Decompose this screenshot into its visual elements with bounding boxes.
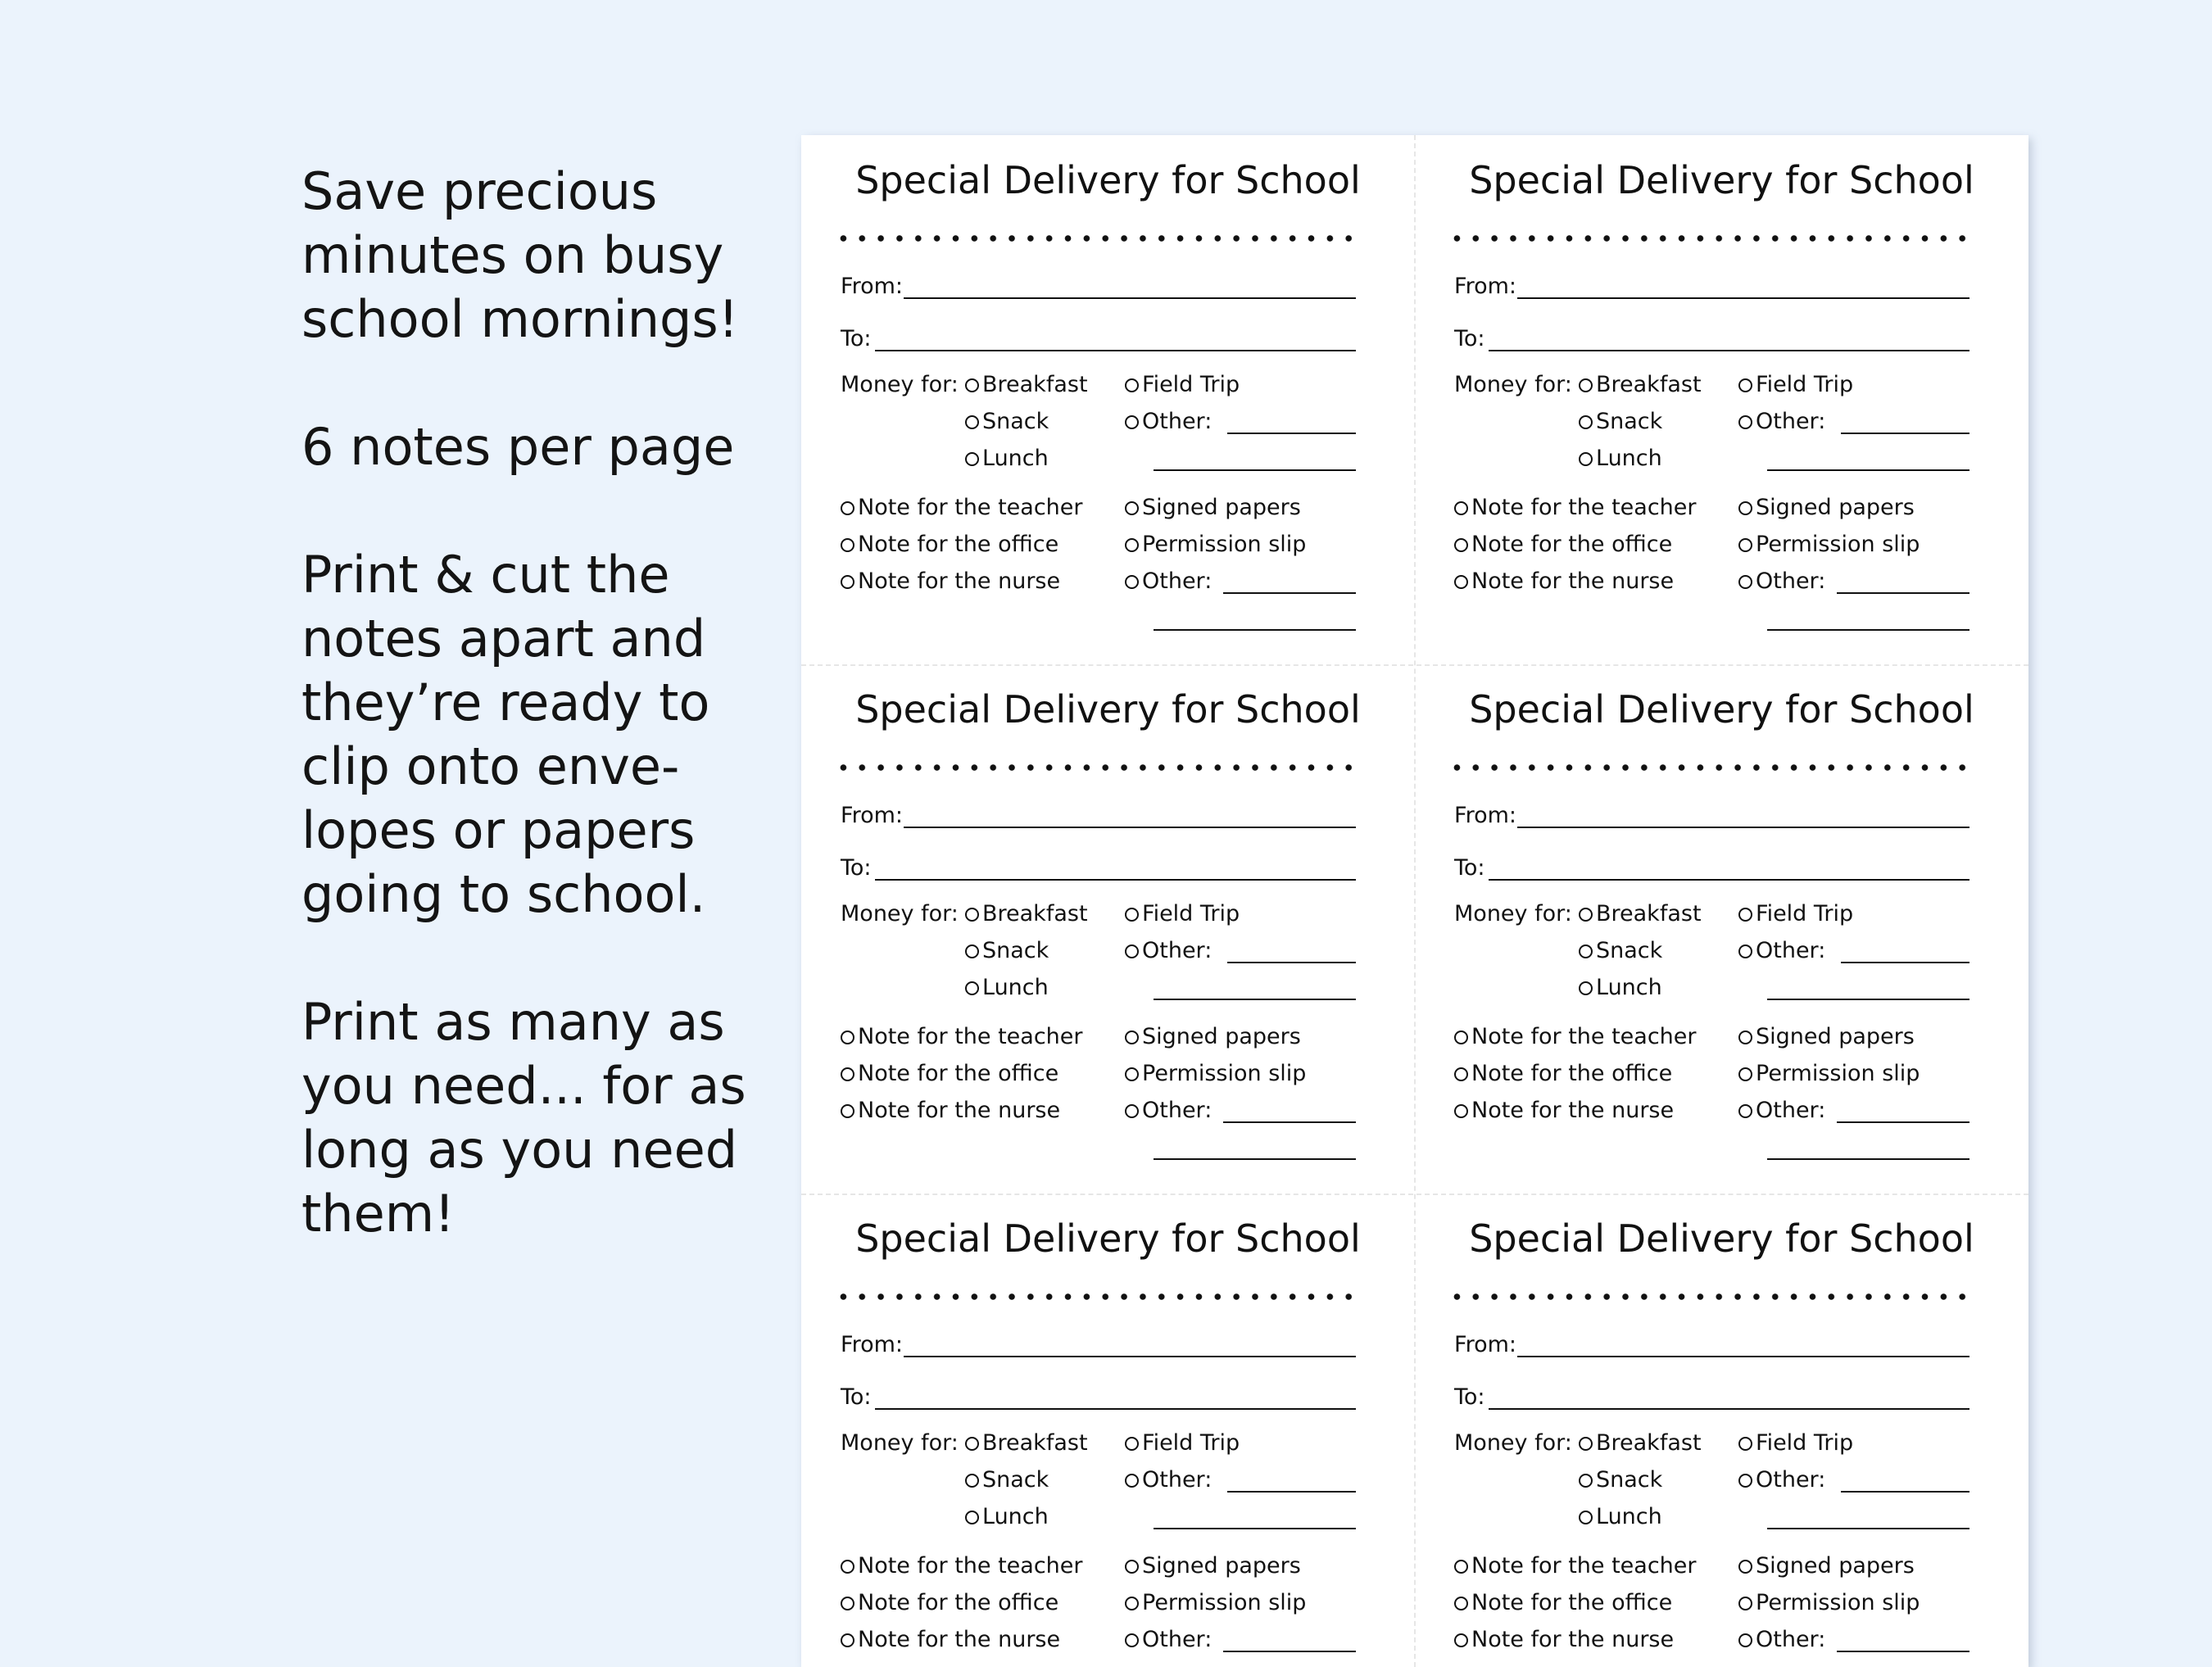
circle-checkbox-icon (965, 1437, 979, 1451)
checkbox-field-trip[interactable] (1125, 902, 1240, 926)
circle-checkbox-icon (841, 1560, 854, 1574)
option-label: Lunch (1596, 975, 1662, 1000)
checkbox-snack[interactable] (965, 1468, 1049, 1493)
checkbox-other-papers[interactable] (1125, 1098, 1212, 1123)
dotted-divider (1448, 235, 1972, 242)
circle-checkbox-icon (841, 1031, 854, 1044)
checkbox-note-teacher[interactable] (1454, 496, 1697, 520)
circle-checkbox-icon (1579, 908, 1593, 922)
option-label: Other: (1756, 1098, 1826, 1123)
circle-checkbox-icon (841, 575, 854, 589)
option-label: Other: (1756, 938, 1826, 963)
option-label: Note for the nurse (1471, 1627, 1675, 1652)
option-label: Note for the office (858, 1061, 1059, 1086)
money-for-label: Money for: (1454, 372, 1572, 397)
option-label: Other: (1142, 1627, 1213, 1652)
circle-checkbox-icon (1738, 378, 1752, 392)
option-label: Other: (1756, 409, 1826, 434)
from-line[interactable] (1517, 1356, 1969, 1357)
dotted-divider (834, 764, 1358, 771)
promo-line: 6 notes per page (301, 417, 735, 477)
option-label: Note for the nurse (1471, 1098, 1675, 1123)
checkbox-note-nurse[interactable] (841, 569, 1060, 594)
note-title: Special Delivery for School (1469, 158, 1974, 202)
checkbox-other-money[interactable] (1125, 939, 1212, 963)
checkbox-note-teacher[interactable] (841, 496, 1083, 520)
circle-checkbox-icon (1454, 1597, 1468, 1610)
checkbox-note-office[interactable] (841, 1591, 1058, 1615)
option-label: Permission slip (1756, 1590, 1920, 1615)
checkbox-field-trip[interactable] (1125, 1431, 1240, 1456)
promo-line: school mornings! (301, 289, 739, 349)
checkbox-signed-papers[interactable] (1125, 496, 1301, 520)
option-label: Breakfast (982, 901, 1088, 926)
promo-paragraph (301, 160, 793, 351)
checkbox-permission-slip[interactable] (1125, 1062, 1306, 1086)
circle-checkbox-icon (1125, 1597, 1139, 1610)
circle-checkbox-icon (841, 538, 854, 552)
circle-checkbox-icon (1125, 1031, 1139, 1044)
other-money-line[interactable] (1841, 962, 1969, 963)
option-label: Signed papers (1756, 1024, 1915, 1049)
other-papers-line-2[interactable] (1767, 629, 1969, 631)
circle-checkbox-icon (1579, 1437, 1593, 1451)
from-line[interactable] (1517, 297, 1969, 299)
circle-checkbox-icon (965, 452, 979, 466)
option-label: Field Trip (1142, 1430, 1240, 1456)
checkbox-breakfast[interactable] (965, 902, 1088, 926)
note-title: Special Delivery for School (855, 1216, 1361, 1261)
checkbox-note-office[interactable] (1454, 1062, 1672, 1086)
to-label: To: (1454, 1384, 1485, 1410)
option-label: Signed papers (1142, 495, 1301, 520)
circle-checkbox-icon (1579, 1511, 1593, 1524)
checkbox-lunch[interactable] (1579, 976, 1662, 1000)
circle-checkbox-icon (1579, 415, 1593, 429)
circle-checkbox-icon (1454, 1633, 1468, 1647)
delivery-note (1415, 1194, 2028, 1667)
circle-checkbox-icon (1125, 908, 1139, 922)
checkbox-other-papers[interactable] (1738, 1628, 1825, 1652)
checkbox-breakfast[interactable] (1579, 373, 1702, 397)
checkbox-other-money[interactable] (1125, 1468, 1212, 1493)
option-label: Other: (1142, 1098, 1213, 1123)
checkbox-snack[interactable] (965, 410, 1049, 434)
option-label: Note for the teacher (1471, 495, 1697, 520)
checkbox-note-teacher[interactable] (1454, 1025, 1697, 1049)
circle-checkbox-icon (1738, 944, 1752, 958)
option-label: Permission slip (1142, 1061, 1307, 1086)
option-label: Note for the office (1471, 532, 1673, 557)
from-label: From: (1454, 274, 1516, 299)
promo-text (301, 160, 793, 1310)
circle-checkbox-icon (1738, 501, 1752, 515)
option-label: Snack (982, 1467, 1049, 1493)
from-line[interactable] (904, 827, 1356, 828)
checkbox-permission-slip[interactable] (1125, 1591, 1306, 1615)
to-line[interactable] (875, 879, 1356, 881)
promo-line: minutes on busy (301, 225, 724, 285)
option-label: Note for the nurse (858, 1098, 1061, 1123)
option-label: Snack (982, 409, 1049, 434)
from-line[interactable] (904, 1356, 1356, 1357)
checkbox-lunch[interactable] (965, 446, 1049, 471)
option-label: Snack (982, 938, 1049, 963)
option-label: Note for the office (1471, 1590, 1673, 1615)
circle-checkbox-icon (1738, 908, 1752, 922)
other-money-line-2[interactable] (1767, 1528, 1969, 1529)
option-label: Snack (1596, 409, 1663, 434)
circle-checkbox-icon (1125, 1104, 1139, 1118)
delivery-note (1415, 135, 2028, 664)
checkbox-lunch[interactable] (965, 1505, 1049, 1529)
other-money-line-2[interactable] (1154, 999, 1356, 1000)
promo-line: Save precious (301, 161, 658, 221)
promo-paragraph (301, 990, 793, 1246)
option-label: Signed papers (1756, 495, 1915, 520)
delivery-note (801, 135, 1415, 664)
promo-line: lopes or papers (301, 800, 696, 860)
circle-checkbox-icon (965, 944, 979, 958)
option-label: Other: (1142, 409, 1213, 434)
checkbox-note-nurse[interactable] (1454, 1098, 1674, 1123)
checkbox-note-office[interactable] (1454, 1591, 1672, 1615)
from-label: From: (841, 803, 903, 828)
option-label: Note for the nurse (858, 569, 1061, 594)
checkbox-note-nurse[interactable] (1454, 569, 1674, 594)
promo-line: you need... for as (301, 1056, 746, 1116)
to-line[interactable] (1489, 879, 1969, 881)
promo-line: clip onto enve- (301, 736, 680, 796)
option-label: Breakfast (982, 372, 1088, 397)
to-line[interactable] (1489, 1408, 1969, 1410)
other-papers-line[interactable] (1223, 1651, 1356, 1652)
option-label: Lunch (1596, 1504, 1662, 1529)
option-label: Note for the nurse (1471, 569, 1675, 594)
checkbox-breakfast[interactable] (1579, 1431, 1702, 1456)
option-label: Other: (1756, 1467, 1826, 1493)
checkbox-other-papers[interactable] (1738, 1098, 1825, 1123)
dotted-divider (1448, 764, 1972, 771)
circle-checkbox-icon (1125, 575, 1139, 589)
checkbox-permission-slip[interactable] (1738, 532, 1920, 557)
promo-paragraph (301, 543, 793, 926)
option-label: Breakfast (1596, 1430, 1702, 1456)
promo-line: going to school. (301, 864, 706, 924)
checkbox-permission-slip[interactable] (1738, 1591, 1920, 1615)
circle-checkbox-icon (965, 415, 979, 429)
circle-checkbox-icon (1125, 1474, 1139, 1488)
promo-paragraph (301, 415, 793, 479)
checkbox-note-office[interactable] (841, 532, 1058, 557)
checkbox-signed-papers[interactable] (1738, 496, 1915, 520)
checkbox-snack[interactable] (1579, 939, 1662, 963)
to-label: To: (841, 855, 872, 881)
option-label: Field Trip (1142, 901, 1240, 926)
circle-checkbox-icon (1738, 1474, 1752, 1488)
to-label: To: (841, 326, 872, 351)
dotted-divider (834, 235, 1358, 242)
checkbox-note-teacher[interactable] (841, 1554, 1083, 1579)
option-label: Breakfast (1596, 372, 1702, 397)
circle-checkbox-icon (1454, 1067, 1468, 1081)
circle-checkbox-icon (1125, 501, 1139, 515)
circle-checkbox-icon (1738, 1104, 1752, 1118)
circle-checkbox-icon (841, 501, 854, 515)
circle-checkbox-icon (1738, 1597, 1752, 1610)
circle-checkbox-icon (1125, 1437, 1139, 1451)
checkbox-breakfast[interactable] (1579, 902, 1702, 926)
option-label: Lunch (982, 1504, 1049, 1529)
note-title: Special Delivery for School (1469, 1216, 1974, 1261)
other-papers-line-2[interactable] (1154, 1158, 1356, 1160)
checkbox-field-trip[interactable] (1125, 373, 1240, 397)
circle-checkbox-icon (1454, 538, 1468, 552)
circle-checkbox-icon (1738, 1560, 1752, 1574)
circle-checkbox-icon (1579, 378, 1593, 392)
option-label: Note for the office (1471, 1061, 1673, 1086)
other-money-line[interactable] (1227, 962, 1356, 963)
delivery-note (801, 664, 1415, 1194)
option-label: Other: (1756, 1627, 1826, 1652)
option-label: Permission slip (1142, 1590, 1307, 1615)
circle-checkbox-icon (841, 1597, 854, 1610)
circle-checkbox-icon (1579, 981, 1593, 995)
option-label: Field Trip (1756, 901, 1854, 926)
other-money-line[interactable] (1841, 1491, 1969, 1493)
checkbox-note-teacher[interactable] (1454, 1554, 1697, 1579)
money-for-label: Money for: (1454, 901, 1572, 926)
option-label: Lunch (1596, 446, 1662, 471)
to-line[interactable] (875, 350, 1356, 351)
money-for-label: Money for: (841, 1430, 959, 1456)
circle-checkbox-icon (965, 378, 979, 392)
checkbox-note-nurse[interactable] (841, 1098, 1060, 1123)
option-label: Note for the teacher (858, 1024, 1083, 1049)
circle-checkbox-icon (965, 908, 979, 922)
circle-checkbox-icon (1738, 1633, 1752, 1647)
checkbox-permission-slip[interactable] (1738, 1062, 1920, 1086)
option-label: Snack (1596, 938, 1663, 963)
option-label: Signed papers (1142, 1553, 1301, 1579)
checkbox-lunch[interactable] (965, 976, 1049, 1000)
checkbox-breakfast[interactable] (965, 1431, 1088, 1456)
circle-checkbox-icon (1738, 415, 1752, 429)
from-label: From: (1454, 1332, 1516, 1357)
from-line[interactable] (904, 297, 1356, 299)
other-money-line-2[interactable] (1767, 999, 1969, 1000)
from-label: From: (841, 274, 903, 299)
from-line[interactable] (1517, 827, 1969, 828)
circle-checkbox-icon (841, 1633, 854, 1647)
promo-line: they’re ready to (301, 673, 710, 732)
option-label: Lunch (982, 975, 1049, 1000)
promo-line: Print as many as (301, 992, 725, 1052)
checkbox-field-trip[interactable] (1738, 902, 1853, 926)
delivery-note (801, 1194, 1415, 1667)
promo-line: Print & cut the (301, 545, 670, 605)
other-money-line[interactable] (1227, 433, 1356, 434)
option-label: Lunch (982, 446, 1049, 471)
circle-checkbox-icon (1579, 452, 1593, 466)
note-title: Special Delivery for School (855, 687, 1361, 732)
note-title: Special Delivery for School (855, 158, 1361, 202)
circle-checkbox-icon (1738, 575, 1752, 589)
checkbox-note-teacher[interactable] (841, 1025, 1083, 1049)
circle-checkbox-icon (1125, 538, 1139, 552)
checkbox-lunch[interactable] (1579, 1505, 1662, 1529)
checkbox-note-office[interactable] (841, 1062, 1058, 1086)
circle-checkbox-icon (1738, 1437, 1752, 1451)
checkbox-field-trip[interactable] (1738, 1431, 1853, 1456)
option-label: Note for the teacher (1471, 1553, 1697, 1579)
checkbox-other-money[interactable] (1738, 1468, 1825, 1493)
to-label: To: (1454, 855, 1485, 881)
circle-checkbox-icon (1454, 1104, 1468, 1118)
other-money-line[interactable] (1227, 1491, 1356, 1493)
checkbox-field-trip[interactable] (1738, 373, 1853, 397)
checkbox-snack[interactable] (965, 939, 1049, 963)
circle-checkbox-icon (1125, 378, 1139, 392)
option-label: Field Trip (1756, 372, 1854, 397)
promo-line: notes apart and (301, 609, 706, 668)
option-label: Field Trip (1756, 1430, 1854, 1456)
circle-checkbox-icon (1454, 1031, 1468, 1044)
option-label: Note for the nurse (858, 1627, 1061, 1652)
promo-line: long as you need (301, 1120, 738, 1180)
checkbox-signed-papers[interactable] (1738, 1554, 1915, 1579)
other-money-line-2[interactable] (1154, 1528, 1356, 1529)
to-line[interactable] (1489, 350, 1969, 351)
checkbox-lunch[interactable] (1579, 446, 1662, 471)
other-papers-line[interactable] (1837, 592, 1969, 594)
option-label: Breakfast (982, 1430, 1088, 1456)
option-label: Snack (1596, 1467, 1663, 1493)
circle-checkbox-icon (965, 981, 979, 995)
option-label: Permission slip (1756, 1061, 1920, 1086)
other-papers-line-2[interactable] (1767, 1158, 1969, 1160)
from-label: From: (1454, 803, 1516, 828)
circle-checkbox-icon (965, 1474, 979, 1488)
checkbox-other-money[interactable] (1738, 939, 1825, 963)
option-label: Field Trip (1142, 372, 1240, 397)
checkbox-permission-slip[interactable] (1125, 532, 1306, 557)
circle-checkbox-icon (1738, 538, 1752, 552)
option-label: Other: (1142, 569, 1213, 594)
promo-line: them! (301, 1184, 455, 1243)
delivery-note (1415, 664, 2028, 1194)
option-label: Permission slip (1142, 532, 1307, 557)
other-papers-line[interactable] (1223, 592, 1356, 594)
other-papers-line[interactable] (1837, 1121, 1969, 1123)
option-label: Note for the office (858, 532, 1059, 557)
dotted-divider (834, 1293, 1358, 1300)
circle-checkbox-icon (1579, 1474, 1593, 1488)
option-label: Note for the teacher (858, 495, 1083, 520)
checkbox-other-money[interactable] (1738, 410, 1825, 434)
money-for-label: Money for: (1454, 1430, 1572, 1456)
checkbox-other-papers[interactable] (1125, 1628, 1212, 1652)
circle-checkbox-icon (965, 1511, 979, 1524)
checkbox-other-papers[interactable] (1125, 569, 1212, 594)
checkbox-note-nurse[interactable] (841, 1628, 1060, 1652)
checkbox-signed-papers[interactable] (1738, 1025, 1915, 1049)
checkbox-note-nurse[interactable] (1454, 1628, 1674, 1652)
circle-checkbox-icon (1738, 1067, 1752, 1081)
circle-checkbox-icon (841, 1067, 854, 1081)
checkbox-snack[interactable] (1579, 410, 1662, 434)
option-label: Other: (1142, 1467, 1213, 1493)
other-papers-line-2[interactable] (1154, 629, 1356, 631)
circle-checkbox-icon (1454, 575, 1468, 589)
checkbox-snack[interactable] (1579, 1468, 1662, 1493)
to-label: To: (1454, 326, 1485, 351)
other-money-line-2[interactable] (1154, 469, 1356, 471)
circle-checkbox-icon (1125, 1633, 1139, 1647)
other-money-line[interactable] (1841, 433, 1969, 434)
option-label: Note for the teacher (1471, 1024, 1697, 1049)
checkbox-signed-papers[interactable] (1125, 1025, 1301, 1049)
to-line[interactable] (875, 1408, 1356, 1410)
money-for-label: Money for: (841, 372, 959, 397)
option-label: Note for the office (858, 1590, 1059, 1615)
money-for-label: Money for: (841, 901, 959, 926)
other-money-line-2[interactable] (1767, 469, 1969, 471)
other-papers-line[interactable] (1837, 1651, 1969, 1652)
option-label: Signed papers (1756, 1553, 1915, 1579)
circle-checkbox-icon (1125, 415, 1139, 429)
circle-checkbox-icon (1579, 944, 1593, 958)
option-label: Note for the teacher (858, 1553, 1083, 1579)
option-label: Breakfast (1596, 901, 1702, 926)
printable-sheet (801, 135, 2028, 1667)
dotted-divider (1448, 1293, 1972, 1300)
checkbox-breakfast[interactable] (965, 373, 1088, 397)
checkbox-other-money[interactable] (1125, 410, 1212, 434)
option-label: Permission slip (1756, 532, 1920, 557)
option-label: Signed papers (1142, 1024, 1301, 1049)
note-title: Special Delivery for School (1469, 687, 1974, 732)
circle-checkbox-icon (1454, 501, 1468, 515)
from-label: From: (841, 1332, 903, 1357)
option-label: Other: (1756, 569, 1826, 594)
to-label: To: (841, 1384, 872, 1410)
checkbox-signed-papers[interactable] (1125, 1554, 1301, 1579)
checkbox-other-papers[interactable] (1738, 569, 1825, 594)
checkbox-note-office[interactable] (1454, 532, 1672, 557)
circle-checkbox-icon (841, 1104, 854, 1118)
circle-checkbox-icon (1738, 1031, 1752, 1044)
circle-checkbox-icon (1454, 1560, 1468, 1574)
other-papers-line[interactable] (1223, 1121, 1356, 1123)
circle-checkbox-icon (1125, 944, 1139, 958)
circle-checkbox-icon (1125, 1067, 1139, 1081)
circle-checkbox-icon (1125, 1560, 1139, 1574)
option-label: Other: (1142, 938, 1213, 963)
